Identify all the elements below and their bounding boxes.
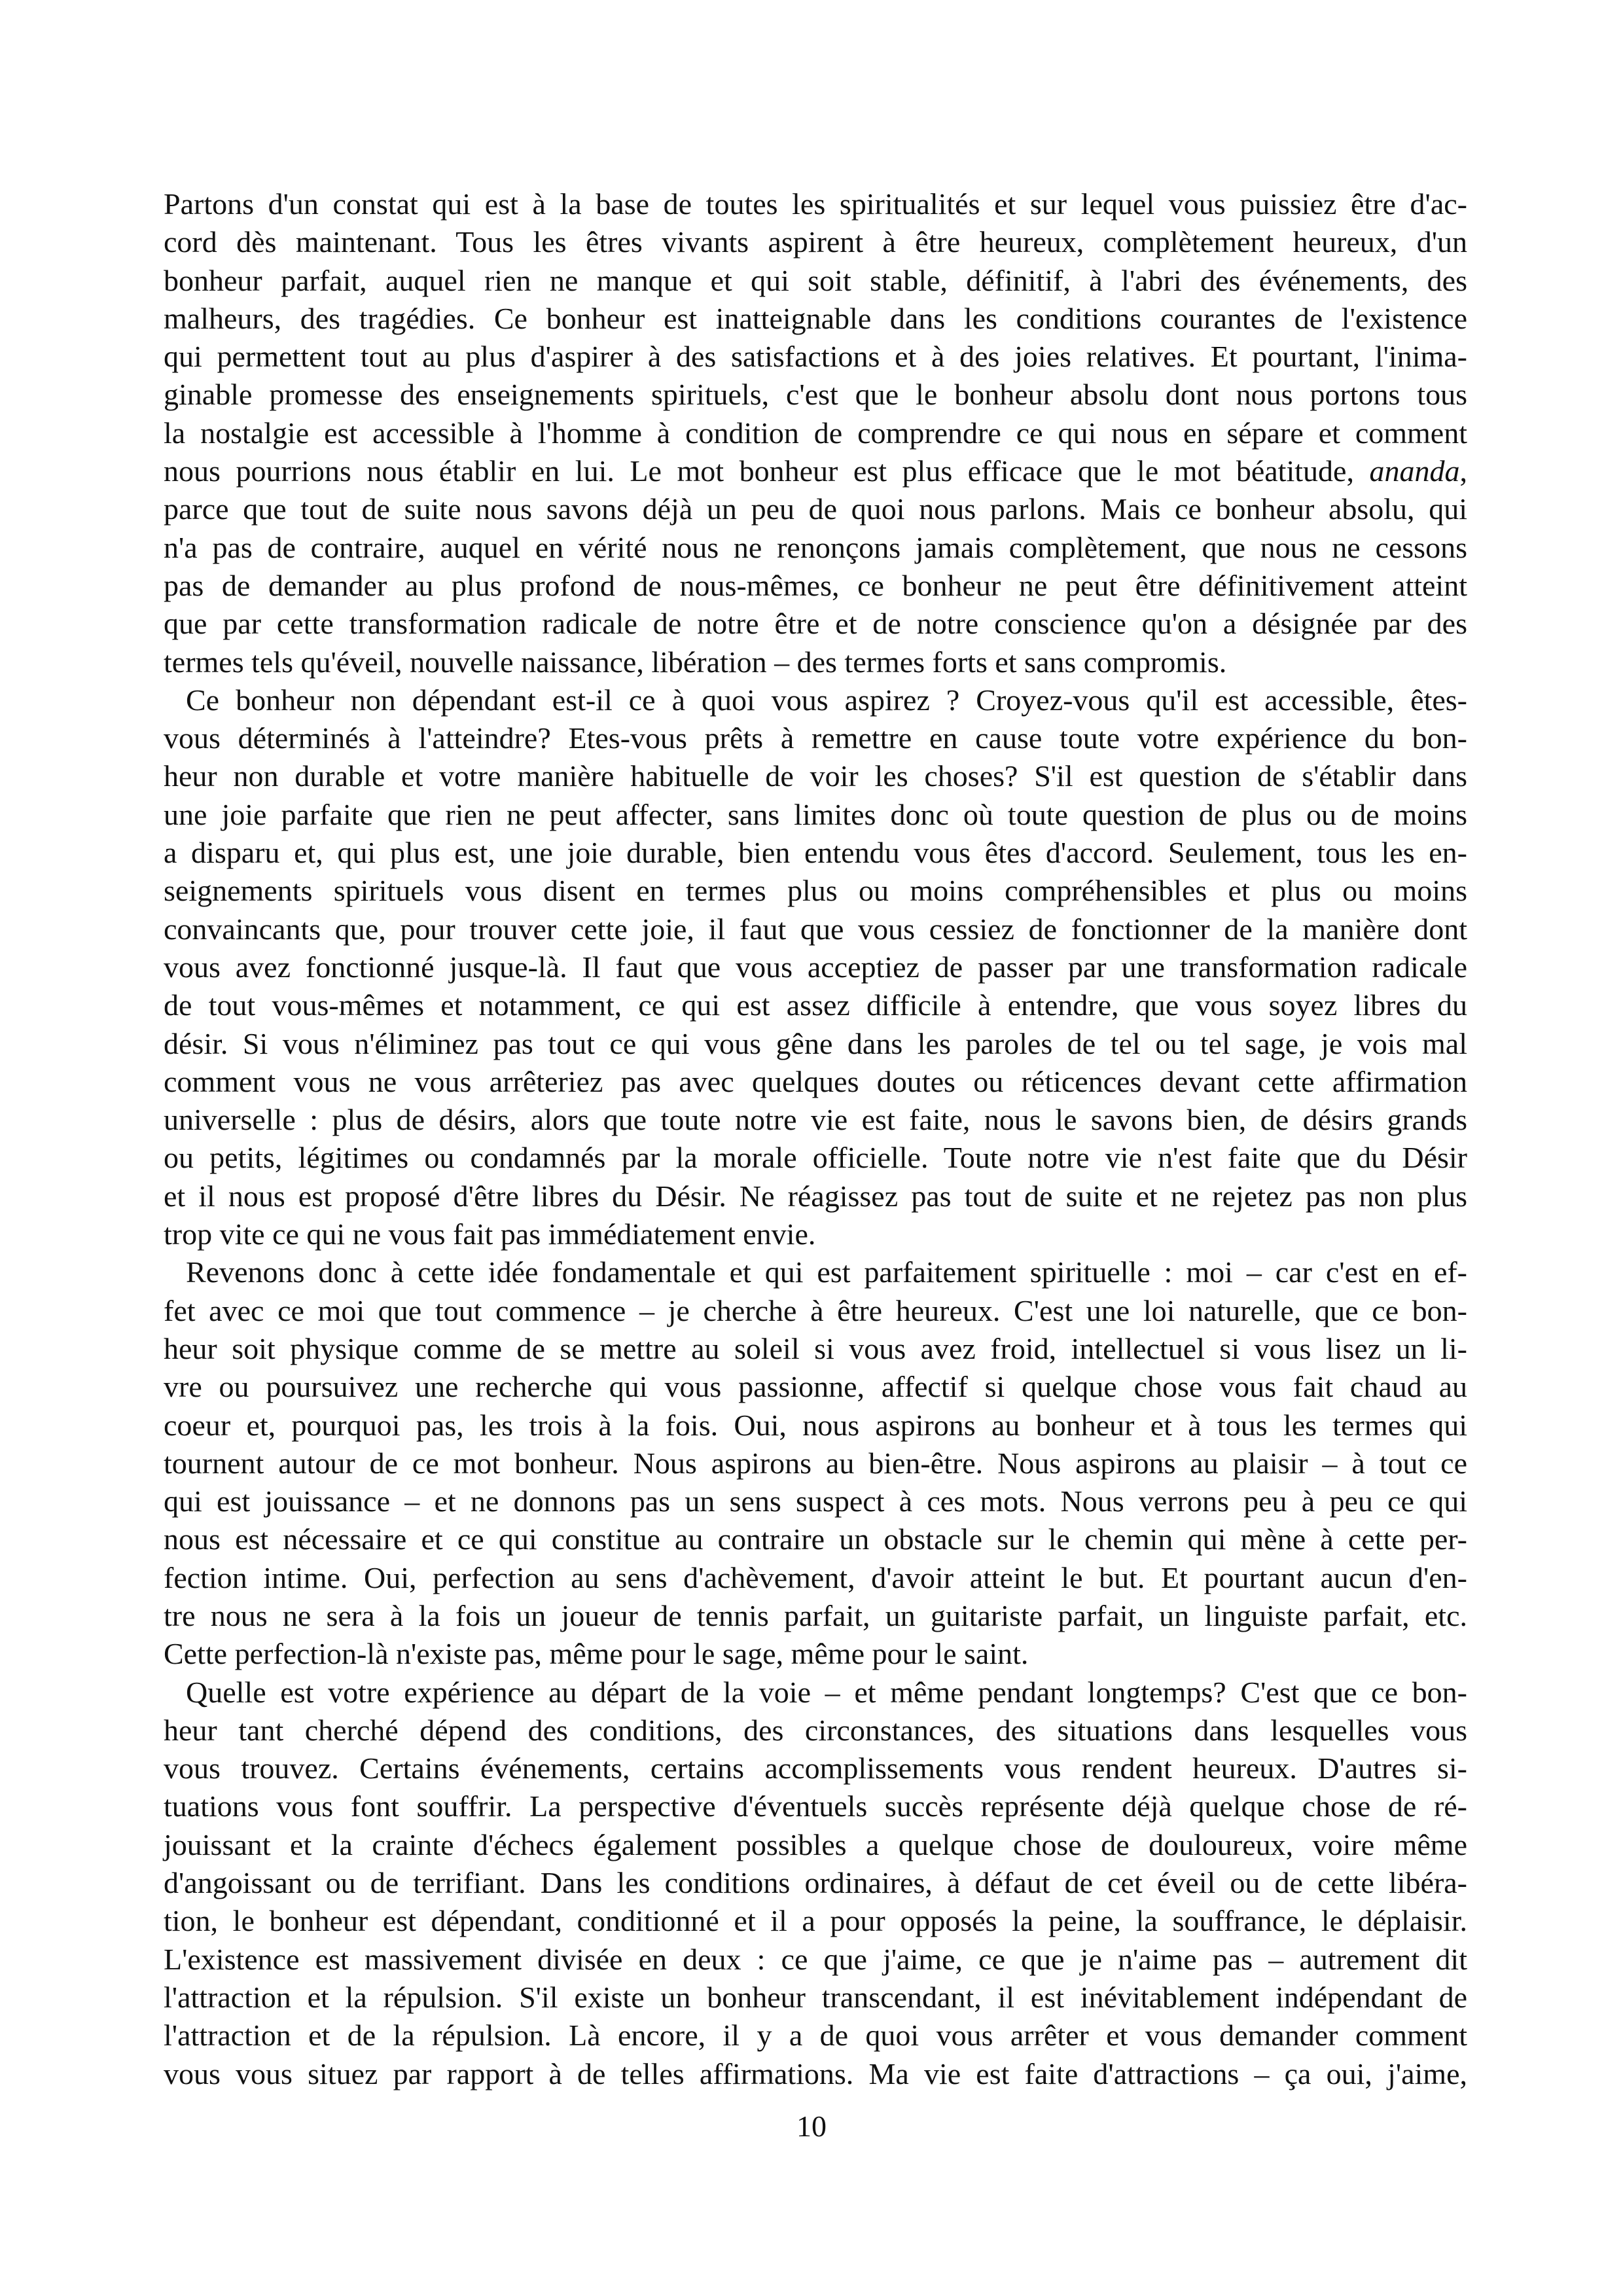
text-line: cord dès maintenant. Tous les êtres vivants aspirent à être heureux, complètement heureux, d'un [164,225,1467,259]
text-line: parce que tout de suite nous savons déjà un peu de quoi nous parlons. Mais ce bonheur absolu, qui [164,492,1467,526]
text-line: heur soit physique comme de se mettre au soleil si vous avez froid, intellectuel si vous lisez un li- [164,1331,1467,1365]
text-line: Quelle est votre expérience au départ de la voie – et même pendant longtemps? C'est que ce bon- [186,1675,1467,1709]
text-line: qui est jouissance – et ne donnons pas un sens suspect à ces mots. Nous verrons peu à peu ce qui [164,1484,1467,1518]
text-line: la nostalgie est accessible à l'homme à condition de comprendre ce qui nous en sépare et comment [164,416,1467,450]
text-line: Revenons donc à cette idée fondamentale et qui est parfaitement spirituelle : moi – car c'est en ef- [186,1255,1467,1289]
text-line: vous trouvez. Certains événements, certains accomplissements vous rendent heureux. D'autres si- [164,1751,1467,1785]
text-line: n'a pas de contraire, auquel en vérité nous ne renonçons jamais complètement, que nous ne cessons [164,530,1467,564]
text-line: tuations vous font souffrir. La perspective d'éventuels succès représente déjà quelque chose de ré- [164,1789,1467,1823]
text-line: l'attraction et la répulsion. S'il existe un bonheur transcendant, il est inévitablement indépendant de [164,1980,1467,2014]
text-line: a disparu et, qui plus est, une joie durable, bien entendu vous êtes d'accord. Seulement, tous les en- [164,836,1467,870]
text-line: vous vous situez par rapport à de telles affirmations. Ma vie est faite d'attractions – ça oui, j'aime, [164,2056,1467,2090]
paragraph [164,1674,1467,2093]
text-line: vous avez fonctionné jusque-là. Il faut que vous acceptiez de passer par une transformation radicale [164,950,1467,984]
text-line: universelle : plus de désirs, alors que toute notre vie est faite, nous le savons bien, de désirs grands [164,1103,1467,1137]
body-text [164,185,1467,2093]
text-line: fection intime. Oui, perfection au sens d'achèvement, d'avoir atteint le but. Et pourtant aucun d'en- [164,1560,1467,1594]
text-line: désir. Si vous n'éliminez pas tout ce qui vous gêne dans les paroles de tel ou tel sage, je vois mal [164,1026,1467,1060]
paragraph [164,1253,1467,1673]
text-line: que par cette transformation radicale de notre être et de notre conscience qu'on a désignée par des [164,607,1467,641]
paragraph [164,681,1467,1253]
text-line: qui permettent tout au plus d'aspirer à des satisfactions et à des joies relatives. Et pourtant, l'inima- [164,340,1467,374]
text-line: bonheur parfait, auquel rien ne manque et qui soit stable, définitif, à l'abri des événements, des [164,263,1467,297]
text-line: pas de demander au plus profond de nous-mêmes, ce bonheur ne peut être définitivement atteint [164,568,1467,602]
text-line: tournent autour de ce mot bonheur. Nous aspirons au bien-être. Nous aspirons au plaisir – à tout ce [164,1446,1467,1480]
page-number: 10 [796,2109,827,2143]
emphasis: ananda [1369,454,1460,488]
text-line: ginable promesse des enseignements spirituels, c'est que le bonheur absolu dont nous portons tous [164,378,1467,412]
text-line: l'attraction et de la répulsion. Là encore, il y a de quoi vous arrêter et vous demander comment [164,2018,1467,2053]
text-line: nous pourrions nous établir en lui. Le mot bonheur est plus efficace que le mot béatitude, ananda, [164,454,1467,488]
text-line: vre ou poursuivez une recherche qui vous passionne, affectif si quelque chose vous fait chaud au [164,1370,1467,1404]
text-line: d'angoissant ou de terrifiant. Dans les conditions ordinaires, à défaut de cet éveil ou de cette libéra- [164,1866,1467,1900]
text-line: heur tant cherché dépend des conditions, des circonstances, des situations dans lesquelles vous [164,1713,1467,1747]
text-line: coeur et, pourquoi pas, les trois à la fois. Oui, nous aspirons au bonheur et à tous les termes qui [164,1408,1467,1442]
text-line: termes tels qu'éveil, nouvelle naissance, libération – des termes forts et sans compromis. [164,645,1227,679]
text-line: fet avec ce moi que tout commence – je cherche à être heureux. C'est une loi naturelle, que ce bon- [164,1293,1467,1327]
text-line: malheurs, des tragédies. Ce bonheur est inatteignable dans les conditions courantes de l'existence [164,301,1467,335]
text-line: trop vite ce qui ne vous fait pas immédiatement envie. [164,1217,816,1251]
text-line: vous déterminés à l'atteindre? Etes-vous prêts à remettre en cause toute votre expérience du bon- [164,721,1467,755]
text-line: jouissant et la crainte d'échecs également possibles a quelque chose de douloureux, voire même [164,1827,1467,1861]
text-line: une joie parfaite que rien ne peut affecter, sans limites donc où toute question de plus ou de moins [164,797,1467,831]
text-line: heur non durable et votre manière habituelle de voir les choses? S'il est question de s'établir dans [164,759,1467,793]
text-line: tre nous ne sera à la fois un joueur de tennis parfait, un guitariste parfait, un linguiste parfait, etc. [164,1598,1467,1632]
text-line: Cette perfection-là n'existe pas, même pour le sage, même pour le saint. [164,1637,1029,1671]
text-line: ou petits, légitimes ou condamnés par la morale officielle. Toute notre vie n'est faite que du Désir [164,1141,1467,1175]
text-line: Ce bonheur non dépendant est-il ce à quoi vous aspirez ? Croyez-vous qu'il est accessible, êtes- [186,683,1467,717]
text-line: tion, le bonheur est dépendant, conditionné et il a pour opposés la peine, la souffrance, le déplaisir. [164,1904,1467,1938]
text-line: comment vous ne vous arrêteriez pas avec quelques doutes ou réticences devant cette affirmation [164,1064,1467,1098]
text-line: convaincants que, pour trouver cette joie, il faut que vous cessiez de fonctionner de la manière dont [164,912,1467,946]
text-line: L'existence est massivement divisée en deux : ce que j'aime, ce que je n'aime pas – autrement dit [164,1942,1467,1976]
text-line: de tout vous-mêmes et notamment, ce qui est assez difficile à entendre, que vous soyez libres du [164,988,1467,1022]
text-line: nous est nécessaire et ce qui constitue au contraire un obstacle sur le chemin qui mène à cette per- [164,1522,1467,1556]
paragraph [164,185,1467,681]
text-line: Partons d'un constat qui est à la base de toutes les spiritualités et sur lequel vous puissiez être d'ac- [164,187,1467,221]
text-line: seignements spirituels vous disent en termes plus ou moins compréhensibles et plus ou moins [164,874,1467,908]
text-line: et il nous est proposé d'être libres du Désir. Ne réagissez pas tout de suite et ne rejetez pas non plus [164,1179,1467,1213]
